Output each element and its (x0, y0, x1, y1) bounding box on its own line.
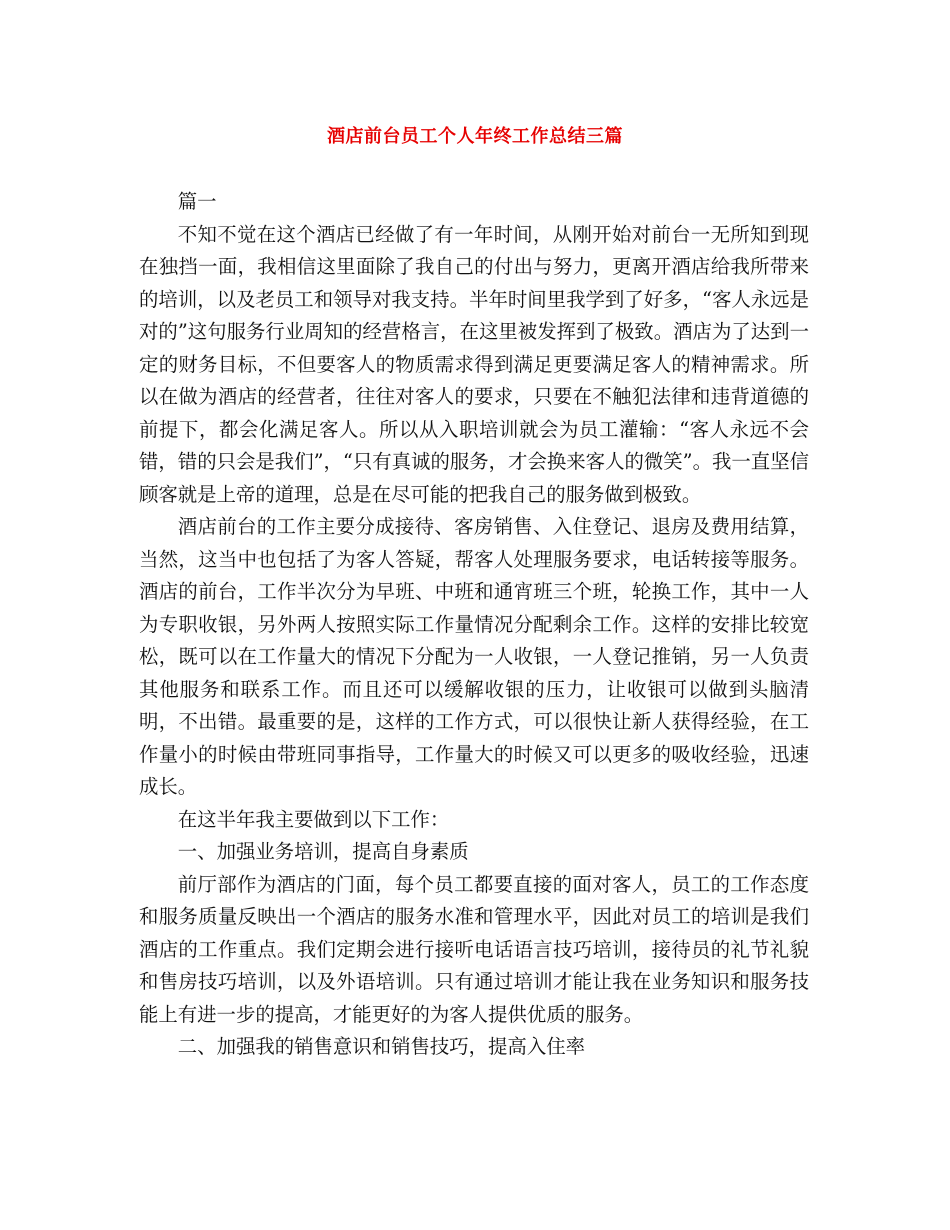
paragraph: 酒店前台的工作主要分成接待、客房销售、入住登记、退房及费用结算，当然，这当中也包括了为客人答疑，帮客人处理服务要求，电话转接等服务。酒店的前台，工作半次分为早班、中班和通宵班三个班，轮换工作，其中一人为专职收银，另外两人按照实际工作量情况分配剩余工作。这样的安排比较宽松，既可以在工作量大的情况下分配为一人收银，一人登记推销，另一人负责其他服务和联系工作。而且还可以缓解收银的压力，让收银可以做到头脑清明，不出错。最重要的是，这样的工作方式，可以很快让新人获得经验，在工作量小的时候由带班同事指导，工作量大的时候又可以更多的吸收经验，迅速成长。 (139, 515, 809, 798)
paragraph: 前厅部作为酒店的门面，每个员工都要直接的面对客人，员工的工作态度和服务质量反映出一个酒店的服务水准和管理水平，因此对员工的培训是我们酒店的工作重点。我们定期会进行接听电话语言技巧培训，接待员的礼节礼貌和售房技巧培训，以及外语培训。只有通过培训才能让我在业务知识和服务技能上有进一步的提高，才能更好的为客人提供优质的服务。 (139, 872, 809, 1026)
document-title: 酒店前台员工个人年终工作总结三篇 (327, 126, 623, 147)
section-heading: 二、加强我的销售意识和销售技巧，提高入住率 (177, 1035, 585, 1058)
section-heading: 一、加强业务培训，提高自身素质 (177, 840, 469, 863)
intro-line: 在这半年我主要做到以下工作： (177, 807, 450, 831)
section-label: 篇一 (177, 190, 217, 213)
document-body (139, 186, 809, 1064)
paragraph: 不知不觉在这个酒店已经做了有一年时间，从刚开始对前台一无所知到现在独挡一面，我相信这里面除了我自己的付出与努力，更离开酒店给我所带来的培训，以及老员工和领导对我支持。半年时间里我学到了好多，“客人永远是对的”这句服务行业周知的经营格言，在这里被发挥到了极致。酒店为了达到一定的财务目标，不但要客人的物质需求得到满足更要满足客人的精神需求。所以在做为酒店的经营者，往往对客人的要求，只要在不触犯法律和违背道德的前提下，都会化满足客人。所以从入职培训就会为员工灌输：“客人永远不会错，错的只会是我们”，“只有真诚的服务，才会换来客人的微笑”。我一直坚信顾客就是上帝的道理，总是在尽可能的把我自己的服务做到极致。 (139, 222, 809, 506)
